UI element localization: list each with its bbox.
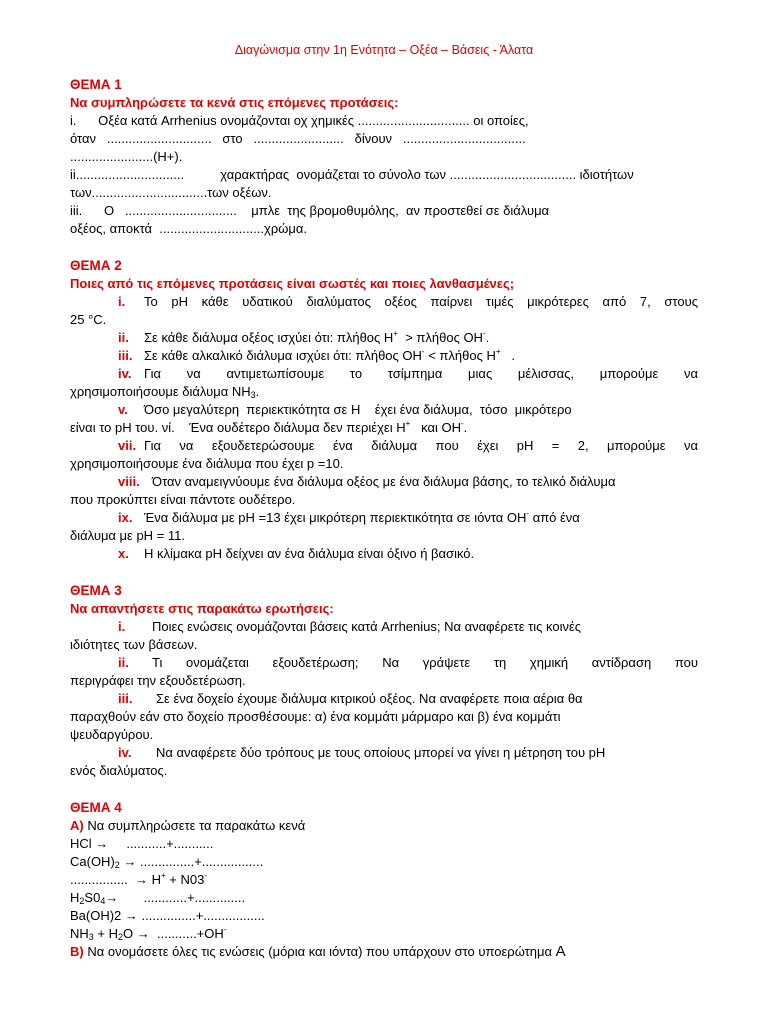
- thema1-line: ii.............................. χαρακτήρας ονομάζεται το σύνολο των ................................... ιδιοτήτων: [70, 167, 634, 182]
- equation: ................ → H+ + N03-: [70, 871, 208, 887]
- item-number: ii.: [118, 330, 129, 345]
- thema2-item: iii. Σε κάθε αλκαλικό διάλυμα ισχύει ότι: πλήθος OH- < πλήθος H+ .: [118, 347, 515, 363]
- item-number: ii.: [118, 655, 129, 670]
- thema2-item-cont: χρησιμοποιήσουμε ένα διάλυμα που έχει p =10.: [70, 456, 344, 471]
- thema1-line: iii. Ο ............................... μπλε της βρομοθυμόλης, αν προστεθεί σε διάλυμα: [70, 203, 550, 218]
- item-number: iv.: [118, 745, 132, 760]
- thema2-item: v. Όσο μεγαλύτερη περιεκτικότητα σε H έχει ένα διάλυμα, τόσο μικρότερο: [118, 402, 572, 417]
- thema2-item-cont: είναι το pH του. νί. Ένα ουδέτερο διάλυμα δεν περιέχει H+ και OH-.: [70, 419, 468, 435]
- thema2-item: vii. Για να εξουδετερώσουμε ένα διάλυμα που έχει pH = 2, μπορούμε να: [118, 438, 698, 453]
- thema2-heading: ΘΕΜΑ 2: [70, 258, 122, 273]
- part-b-label: Β): [70, 944, 84, 959]
- thema3-item-cont: ψευδαργύρου.: [70, 727, 154, 742]
- thema2-item-cont: χρησιμοποιήσουμε διάλυμα $NH_3$.: [70, 384, 260, 400]
- thema4-part-b: Β) Να ονομάσετε όλες τις ενώσεις (μόρια και ιόντα) που υπάρχουν στο υποερώτημα Α: [70, 943, 566, 960]
- thema1-heading: ΘΕΜΑ 1: [70, 77, 122, 92]
- thema1-instruction: Να συμπληρώσετε τα κενά στις επόμενες προτάσεις:: [70, 95, 399, 110]
- thema3-item-cont: ιδιότητες των βάσεων.: [70, 637, 198, 652]
- thema3-item: iv. Να αναφέρετε δύο τρόπους με τους οποίους μπορεί να γίνει η μέτρηση του pH: [118, 745, 606, 760]
- thema2-item: iv. Για να αντιμετωπίσουμε το τσίμπημα μιας μέλισσας, μπορούμε να: [118, 366, 698, 381]
- thema2-item: viii. Όταν αναμειγνύουμε ένα διάλυμα οξέος με ένα διάλυμα βάσης, το τελικό διάλυμα: [118, 474, 616, 489]
- thema2-item-cont: που προκύπτει είναι πάντοτε ουδέτερο.: [70, 492, 296, 507]
- item-number: v.: [118, 402, 128, 417]
- thema1-line: όταν ............................. στο ......................... δίνουν ..................................: [70, 131, 526, 146]
- thema4-heading: ΘΕΜΑ 4: [70, 800, 122, 815]
- thema2-item: ii. Σε κάθε διάλυμα οξέος ισχύει ότι: πλήθος H+ > πλήθος OH-.: [118, 329, 490, 345]
- equation: $H_2S0_4\to$ ............+..............: [70, 890, 246, 906]
- thema4-part-a: Α) Να συμπληρώσετε τα παρακάτω κενά: [70, 818, 306, 833]
- item-number: vii.: [118, 438, 137, 453]
- thema3-item-cont: παραχθούν εάν στο δοχείο προσθέσουμε: α) ένα κομμάτι μάρμαρο και β) ένα κομμάτι: [70, 709, 561, 724]
- thema1-section: [70, 76, 698, 238]
- thema3-heading: ΘΕΜΑ 3: [70, 583, 122, 598]
- equation: Ba(OH)2 → ...............+.................: [70, 908, 265, 923]
- thema2-item: i. Το pH κάθε υδατικού διαλύματος οξέος παίρνει τιμές μικρότερες από 7, στους: [118, 294, 698, 309]
- thema3-item: i. Ποιες ενώσεις ονομάζονται βάσεις κατά Arrhenius; Να αναφέρετε τις κοινές: [118, 619, 582, 634]
- equation: HCl → ...........+...........: [70, 836, 214, 851]
- thema2-section: [70, 257, 698, 563]
- document-title: Διαγώνισμα στην 1η Ενότητα – Οξέα – Βάσεις - Άλατα: [234, 43, 534, 57]
- part-a-label: Α): [70, 818, 84, 833]
- item-number: iv.: [118, 366, 132, 381]
- item-number: iii.: [118, 691, 133, 706]
- item-number: viii.: [118, 474, 140, 489]
- thema2-item: x. Η κλίμακα pH δείχνει αν ένα διάλυμα είναι όξινο ή βασικό.: [118, 546, 475, 561]
- thema3-item-cont: περιγράφει την εξουδετέρωση.: [70, 673, 246, 688]
- item-number: x.: [118, 546, 129, 561]
- thema3-item-cont: ενός διαλύματος.: [70, 763, 168, 778]
- thema2-instruction: Ποιες από τις επόμενες προτάσεις είναι σωστές και ποιες λανθασμένες;: [70, 276, 515, 291]
- thema1-line: i. Οξέα κατά Arrhenius ονομάζονται οχ χημικές ............................... οι οποίες,: [70, 113, 529, 128]
- thema2-item: ix. Ένα διάλυμα με pH =13 έχει μικρότερη περιεκτικότητα σε ιόντα OH- από ένα: [118, 509, 580, 525]
- thema2-item-cont: 25 °C.: [70, 312, 107, 327]
- thema3-instruction: Να απαντήσετε στις παρακάτω ερωτήσεις:: [70, 601, 334, 616]
- thema1-line: των................................των οξέων.: [70, 185, 272, 200]
- thema1-line: οξέος, αποκτά .............................χρώμα.: [70, 221, 308, 236]
- item-number: i.: [118, 619, 126, 634]
- thema2-item-cont: διάλυμα με pH = 11.: [70, 528, 185, 543]
- equation: $Ca(OH)_2$ → ...............+.................: [70, 854, 264, 870]
- item-number: i.: [118, 294, 126, 309]
- thema1-line: .......................(H+).: [70, 149, 183, 164]
- thema3-section: [70, 582, 698, 780]
- thema4-section: [70, 799, 698, 961]
- equation: $NH_3 + H_2O \to ...........+OH^-$: [70, 925, 227, 942]
- item-number: iii.: [118, 348, 133, 363]
- thema3-item: ii. Τι ονομάζεται εξουδετέρωση; Να γράψετε τη χημική αντίδραση που: [118, 655, 698, 670]
- item-number: ix.: [118, 510, 133, 525]
- thema3-item: iii. Σε ένα δοχείο έχουμε διάλυμα κιτρικού οξέος. Να αναφέρετε ποια αέρια θα: [118, 691, 583, 706]
